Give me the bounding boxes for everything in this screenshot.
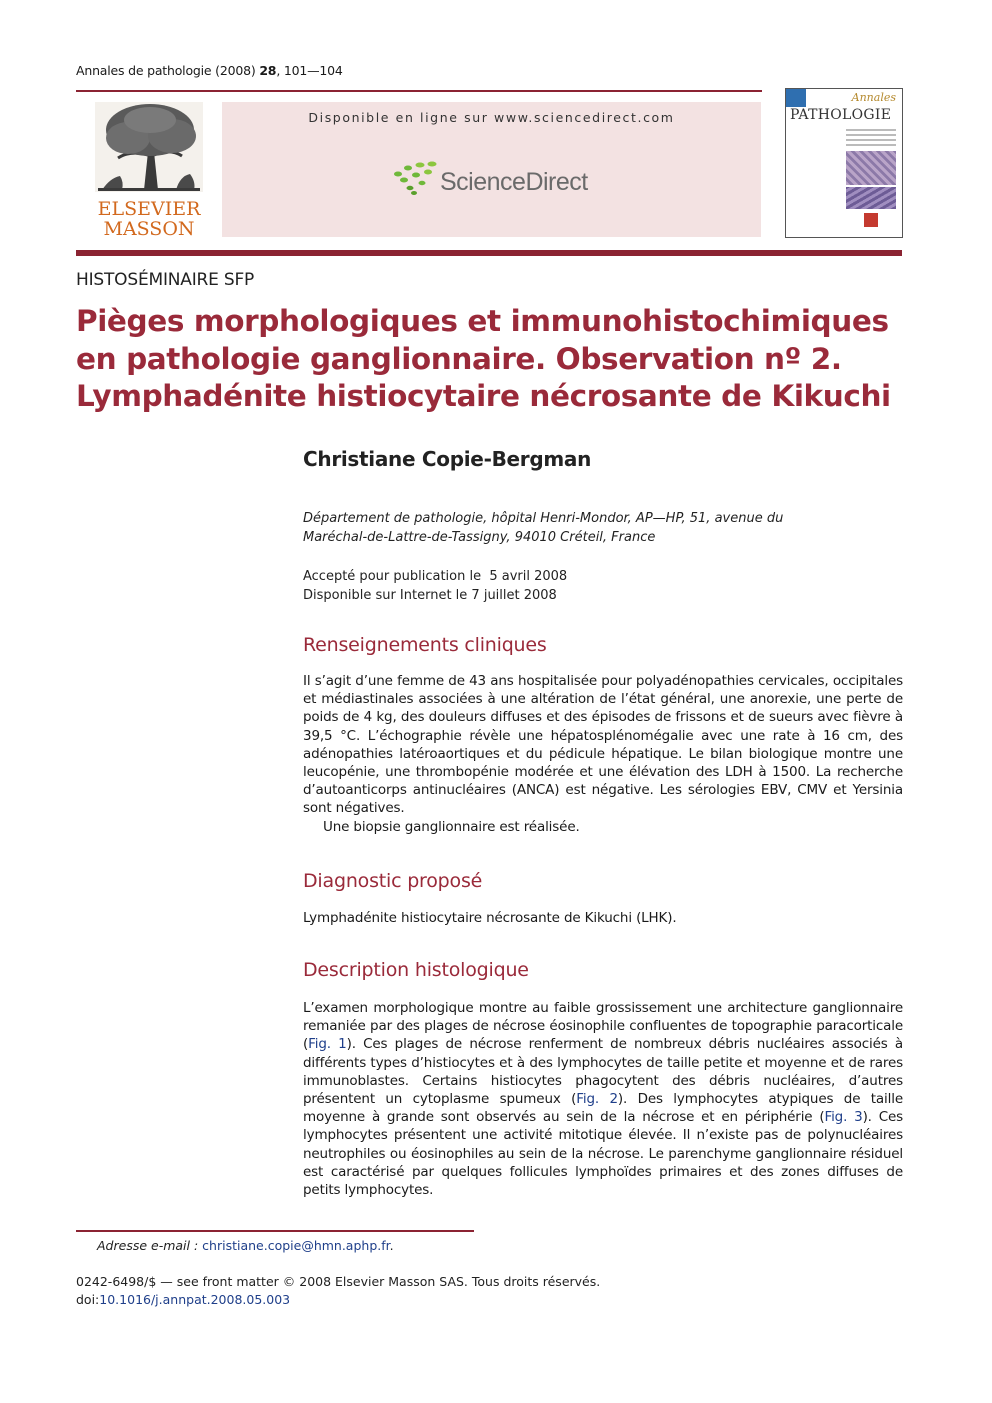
figure-3-link[interactable]: Fig. 3: [824, 1109, 863, 1126]
online-date: Disponible sur Internet le 7 juillet 2008: [303, 588, 557, 603]
heading-diagnostic-propose: Diagnostic proposé: [303, 870, 483, 892]
heading-renseignements-cliniques: Renseignements cliniques: [303, 634, 547, 656]
cover-annales: Annales: [851, 91, 896, 104]
sciencedirect-banner: [222, 102, 761, 237]
article-title: Pièges morphologiques et immunohistochimiques en pathologie ganglionnaire. Observation nº 2. Lymphadénite histiocytaire nécrosante de Kikuchi: [76, 304, 891, 413]
histology-text-1: L’examen morphologique montre au faible grossissement une architecture ganglionnaire remaniée par des plages de nécrose éosinophile confluentes de topographie paracorticale (: [303, 1000, 903, 1053]
copyright-block: [76, 1273, 600, 1309]
histology-text-2: ). Ces plages de nécrose renferment de nombreux débris nucléaires associés à différents types d’histiocytes et à des lymphocytes de taille petite et moyenne et de rares immunoblastes. Certains histiocytes phagocytent des débris nucléaires, d’autres présentent un cytoplasme spumeux (: [303, 1036, 904, 1108]
header-rule-bottom: [76, 250, 902, 256]
affiliation-line-1: Département de pathologie, hôpital Henri-Mondor, AP—HP, 51, avenue du: [303, 511, 784, 526]
paragraph-diagnosis: Lymphadénite histiocytaire nécrosante de Kikuchi (LHK).: [303, 910, 677, 926]
journal-name: Annales de pathologie (2008): [76, 63, 256, 78]
copyright-text: 0242-6498/$ — see front matter © 2008 Elsevier Masson SAS. Tous droits réservés.: [76, 1274, 601, 1289]
header-rule-top: [76, 90, 762, 92]
doi-link[interactable]: 10.1016/j.annpat.2008.05.003: [99, 1292, 291, 1307]
footnote-rule: [76, 1230, 474, 1232]
sciencedirect-wordmark: ScienceDirect: [440, 168, 588, 196]
histology-text-3: ). Des lymphocytes atypiques de taille moyenne à grande sont observés au sein de la nécrose et en périphérie (: [303, 1091, 904, 1126]
doi-label: doi:: [76, 1292, 100, 1307]
clinical-text: Il s’agit d’une femme de 43 ans hospitalisée pour polyadénopathies cervicales, occipitales et médiastinales associées à une altération de l’état général, une anorexie, une perte de poids de 4 kg, des douleurs diffuses et des épisodes de frissons et de sueurs avec fièvre à 39,5 °C. L’échographie révèle une hépatosplénomégalie avec une rate à 16 cm, des adénopathies latéroaortiques et du pédicule hépatique. Le bilan biologique montre une leucopénie, une thrombopénie modérée et une élévation des LDH à 1500. La recherche d’autoanticorps antinucléaires (ANCA) est négative. Les sérologies EBV, CMV et Yersinia sont négatives.: [303, 673, 903, 817]
elsevier-tree-icon: [90, 100, 208, 238]
cover-publisher-mark: [864, 213, 878, 227]
elsevier-masson-logo: [90, 100, 208, 238]
accepted-date: Accepté pour publication le 5 avril 2008: [303, 569, 568, 584]
author-affiliation: [303, 509, 863, 547]
cover-text-lines: [846, 129, 896, 149]
article-dates: [303, 567, 567, 605]
email-period: .: [389, 1238, 394, 1253]
histology-text-4: ). Ces lymphocytes présentent une activité mitotique élevée. Il n’existe pas de polynucléaires neutrophiles ou éosinophiles au sein de la nécrose. Le parenchyme ganglionnaire résiduel est caractérisé par quelques follicules lymphoïdes primaires et des zones diffuses de petits lymphocytes.: [303, 1109, 904, 1199]
journal-cover: [785, 88, 903, 238]
journal-volume: 28: [259, 63, 277, 78]
doi-line: [76, 1291, 600, 1309]
cover-micrograph-1: [846, 151, 896, 185]
paragraph-histology: [303, 999, 903, 1199]
publisher-masson: MASSON: [103, 218, 195, 238]
publisher-elsevier: ELSEVIER: [97, 198, 201, 220]
figure-1-link[interactable]: Fig. 1: [308, 1036, 347, 1053]
cover-micrograph-2: [846, 187, 896, 209]
sciencedirect-dots-icon: [390, 160, 442, 196]
available-online-text: Disponible en ligne sur www.sciencedirect.com: [308, 110, 675, 125]
email-link[interactable]: christiane.copie@hmn.aphp.fr: [202, 1238, 390, 1253]
journal-pages: , 101—104: [276, 63, 343, 78]
article-author: Christiane Copie-Bergman: [303, 447, 592, 471]
email-label: Adresse e-mail :: [97, 1238, 203, 1253]
affiliation-line-2: Maréchal-de-Lattre-de-Tassigny, 94010 Créteil, France: [303, 530, 656, 545]
article-section-kind: HISTOSÉMINAIRE SFP: [76, 270, 255, 290]
heading-description-histologique: Description histologique: [303, 959, 529, 981]
biopsy-text: Une biopsie ganglionnaire est réalisée.: [323, 818, 580, 835]
figure-2-link[interactable]: Fig. 2: [576, 1091, 618, 1108]
journal-reference: [76, 63, 343, 78]
cover-pathologie: PATHOLOGIE: [790, 107, 892, 123]
email-footnote: [97, 1238, 394, 1253]
paragraph-clinical: [303, 672, 903, 836]
